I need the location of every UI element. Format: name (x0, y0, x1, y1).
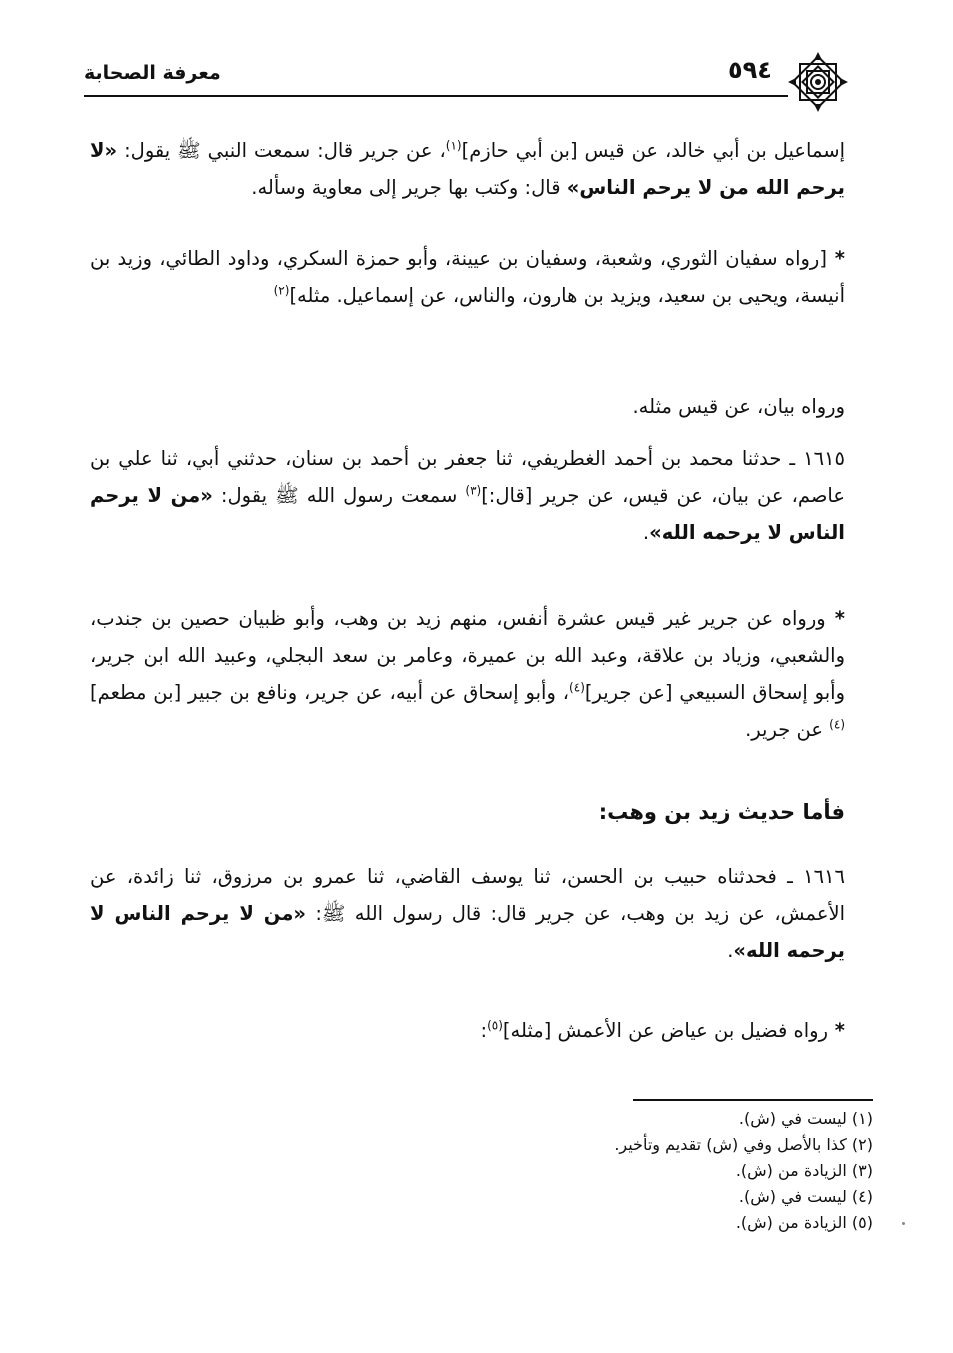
footnote-3: (٣) الزيادة من (ش). (735, 1161, 873, 1180)
footnote-ref[interactable]: (٤) (829, 717, 845, 732)
bold-text: «من لا يرحم الناس لا يرحمه الله» (90, 902, 845, 962)
footnote-2: (٢) كذا بالأصل وفي (ش) تقديم وتأخير. (614, 1135, 873, 1154)
paragraph-hadith-1616 (90, 858, 845, 969)
running-title: معرفة الصحابة (84, 62, 221, 84)
footnote-4: (٤) ليست في (ش). (738, 1187, 873, 1206)
text-run: . (642, 521, 650, 544)
paragraph-ten-narrators (90, 600, 845, 748)
footnote-ref[interactable]: (٣) (465, 483, 482, 498)
footnote-ref[interactable]: (١) (445, 138, 462, 153)
footnote-rule (633, 1099, 873, 1101)
footnote-5: (٥) الزيادة من (ش). (735, 1213, 873, 1232)
text-run: إسماعيل بن أبي خالد، عن قيس [بن أبي حازم] (461, 139, 845, 162)
text-run: ، وأبو إسحاق عن أبيه، عن جرير، ونافع بن جبير [بن مطعم] (90, 681, 570, 704)
text-run: [رواه سفيان الثوري، وشعبة، وسفيان بن عيينة، وأبو حمزة السكري، وداود الطائي، وزيد بن أنيسة، ويحيى بن سعيد، ويزيد بن هارون، والناس، عن إسماعيل. مثله] (90, 247, 845, 307)
paragraph-hadith-1615 (90, 440, 845, 551)
octagonal-ornament-icon (786, 50, 850, 114)
text-run: ١٦١٦ ـ فحدثناه حبيب بن الحسن، ثنا يوسف القاضي، ثنا عمرو بن مرزوق، ثنا زائدة، عن الأعمش، عن زيد بن وهب، عن جرير قال: قال رسول الله ﷺ: (90, 865, 845, 925)
header-rule (84, 95, 788, 97)
bold-text: «من لا يرحم الناس لا يرحمه الله» (90, 484, 845, 544)
paragraph-bayan-narration (90, 388, 845, 425)
section-heading: فأما حديث زيد بن وهب: (598, 800, 845, 824)
bold-text: * (826, 247, 845, 270)
footnote-ref[interactable]: (٢) (273, 283, 290, 298)
text-run: سمعت رسول الله ﷺ يقول: (212, 484, 466, 507)
text-run: قال: وكتب بها جرير إلى معاوية وسأله. (251, 176, 567, 199)
text-run: ، عن جرير قال: سمعت النبي ﷺ يقول: (117, 139, 446, 162)
footnote-ref[interactable]: (٤) (569, 680, 585, 695)
text-run: ورواه بيان، عن قيس مثله. (632, 395, 845, 418)
text-run: رواه فضيل بن عياض عن الأعمش [مثله] (502, 1019, 828, 1042)
paragraph-isnad-ismail (90, 132, 845, 206)
page-number: ٥٩٤ (728, 56, 772, 84)
text-run: . (727, 939, 734, 962)
paragraph-fudayl-narration (90, 1012, 845, 1049)
footnotes (373, 1106, 873, 1236)
scan-speck (902, 1222, 905, 1225)
footnote-ref[interactable]: (٥) (487, 1018, 503, 1033)
text-run: ١٦١٥ ـ حدثنا محمد بن أحمد الغطريفي، ثنا جعفر بن أحمد بن سنان، حدثني أبي، ثنا علي بن عاصم، عن بيان، عن قيس، عن جرير [قال:] (90, 447, 845, 507)
footnote-1: (١) ليست في (ش). (738, 1109, 873, 1128)
text-run: ورواه عن جرير غير قيس عشرة أنفس، منهم زيد بن وهب، وأبو ظبيان حصين بن جندب، والشعبي، وزياد بن علاقة، وعبد الله بن عميرة، وعامر بن سعد البجلي، وعبيد الله ابن جرير، وأبو إسحاق السبيعي [عن جرير] (90, 607, 845, 704)
text-run: : (480, 1019, 488, 1042)
bold-text: «لا يرحم الله من لا يرحم الناس» (90, 139, 845, 199)
text-run: عن جرير. (745, 718, 830, 741)
bold-text: * (825, 607, 845, 630)
bold-text: * (828, 1019, 845, 1042)
paragraph-narrators-list (90, 240, 845, 314)
